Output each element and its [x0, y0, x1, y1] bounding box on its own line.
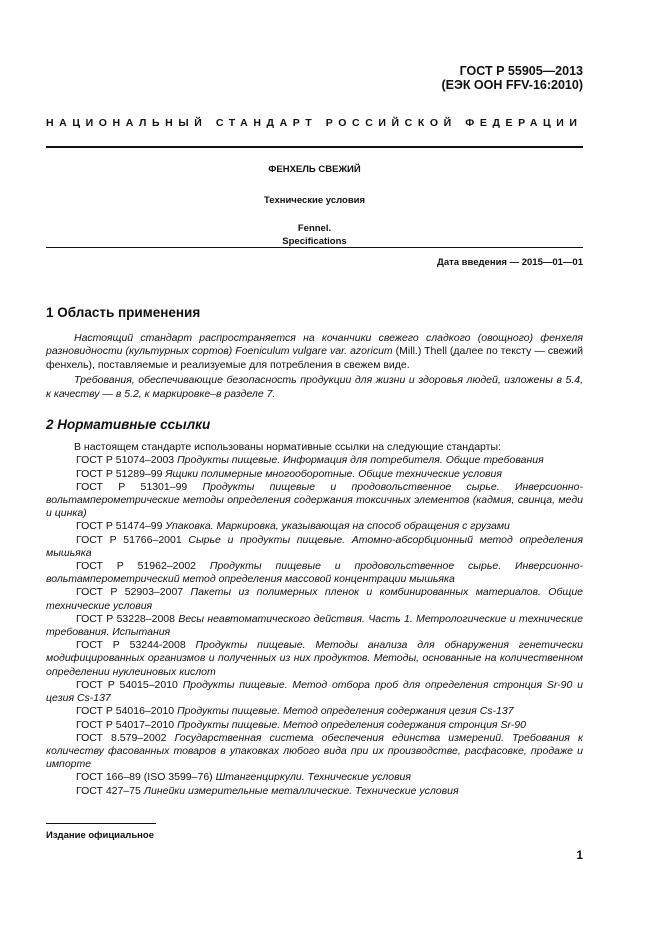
reference-code: ГОСТ Р 51474–99 — [76, 520, 163, 533]
reference-code: ГОСТ Р 53228–2008 — [76, 612, 175, 625]
scope-text-a: Настоящий стандарт распространяется на кочанчики свежего сладкого (овощного) фенхеля разновидности (культурных сортов) — [46, 332, 583, 358]
scope-paragraph-2: Требования, обеспечивающие безопасность продукции для жизни и здоровья людей, изложены в 5.4, к качеству — в 5.2, к маркировке–в разделе 7. — [46, 374, 583, 400]
reference-title: Продукты пищевые. Информация для потребителя. Общие требования — [174, 454, 544, 467]
standard-banner: НАЦИОНАЛЬНЫЙ СТАНДАРТ РОССИЙСКОЙ ФЕДЕРАЦИИ — [46, 117, 583, 129]
reference-item — [46, 560, 583, 586]
reference-title: Продукты пищевые и продовольственное сырье. Инверсионно-вольтамперометрические методы определения содержания токсичных элементов (кадмия, свинца, меди и цинка) — [46, 480, 583, 520]
page-number: 1 — [576, 848, 583, 862]
reference-item — [46, 679, 583, 705]
english-title — [46, 222, 583, 248]
reference-item — [46, 705, 583, 718]
reference-item — [46, 520, 583, 533]
reference-title: Пакеты из полимерных пленок и комбинированных материалов. Общие технические условия — [46, 586, 583, 612]
reference-item — [46, 586, 583, 612]
document-title: ФЕНХЕЛЬ СВЕЖИЙ — [268, 164, 361, 175]
title-divider — [46, 247, 583, 248]
reference-title: Продукты пищевые. Метод определения содержания стронция Sr-90 — [174, 718, 526, 731]
reference-item — [46, 639, 583, 679]
reference-item — [46, 785, 583, 798]
reference-title: Упаковка. Маркировка, указывающая на способ обращения с грузами — [162, 520, 510, 533]
reference-code: ГОСТ Р 51766–2001 — [76, 533, 182, 546]
reference-item — [46, 454, 583, 467]
reference-title: Ящики полимерные многооборотные. Общие технические условия — [162, 467, 502, 480]
reference-item — [46, 732, 583, 772]
reference-title: Сырье и продукты пищевые. Атомно-абсорбционный метод определения мышьяка — [46, 533, 583, 559]
reference-title: Продукты пищевые и продовольственное сырье. Инверсионно-вольтамперометрический метод определения массовой концентрации мышьяка — [46, 560, 583, 586]
reference-title: Государственная система обеспечения единства измерений. Требования к количеству фасованных товаров в упаковках любого вида при их производстве, расфасовке, продаже и импорте — [46, 731, 583, 771]
section-heading-scope: 1 Область применения — [46, 305, 201, 320]
references-list — [46, 454, 583, 797]
reference-code: ГОСТ 166–89 (ISO 3599–76) — [76, 771, 213, 784]
title-block — [46, 164, 583, 248]
introduction-date: Дата введения — 2015—01—01 — [437, 257, 583, 268]
reference-code: ГОСТ Р 53244-2008 — [76, 639, 186, 652]
reference-title: Штангенциркули. Технические условия — [212, 771, 412, 784]
reference-title: Продукты пищевые. Метод определения содержания цезия Cs-137 — [174, 705, 514, 718]
scope-paragraph-1 — [46, 332, 583, 372]
reference-code: ГОСТ Р 52903–2007 — [76, 586, 184, 599]
reference-code: ГОСТ 427–75 — [76, 784, 141, 797]
reference-title: Продукты пищевые. Методы анализа для обнаружения генетически модифицированных организмов и полученных из них продуктов. Методы, основанные на количественном определении нуклеиновых кислот — [46, 639, 583, 678]
references-intro: В настоящем стандарте использованы нормативные ссылки на следующие стандарты: — [74, 441, 501, 454]
reference-code: ГОСТ Р 51289–99 — [76, 467, 163, 480]
document-code-block — [441, 64, 583, 92]
reference-title: Продукты пищевые. Метод отбора проб для определения стронция Sr-90 и цезия Cs-137 — [46, 678, 583, 705]
edition-note: Издание официальное — [46, 830, 154, 841]
reference-code: ГОСТ Р 54015–2010 — [76, 678, 178, 691]
reference-title: Весы неавтоматического действия. Часть 1. Метрологические и технические требования. Испытания — [46, 612, 583, 639]
reference-code: ГОСТ Р 51962–2002 — [76, 560, 197, 573]
gost-number: ГОСТ Р 55905—2013 — [459, 64, 583, 78]
reference-code: ГОСТ Р 51074–2003 — [76, 454, 175, 467]
english-title-line2: Specifications — [282, 236, 347, 247]
scope-text-b: (Mill.) Thell (далее по тексту — свежий фенхель), поставляемые и реализуемые для потребления в свежем виде. — [46, 345, 584, 371]
reference-code: ГОСТ Р 54017–2010 — [76, 718, 175, 731]
english-title-line1: Fennel. — [297, 223, 332, 234]
reference-item — [46, 468, 583, 481]
footer-divider — [46, 823, 156, 824]
reference-code: ГОСТ Р 54016–2010 — [76, 705, 175, 718]
document-body — [46, 305, 583, 798]
reference-item — [46, 534, 583, 560]
unece-reference: (ЕЭК ООН FFV-16:2010) — [441, 78, 583, 92]
section-heading-references: 2 Нормативные ссылки — [46, 417, 211, 433]
latin-name: Foeniculum vulgare var. azoricum — [235, 345, 393, 358]
document-subtitle: Технические условия — [263, 195, 366, 206]
reference-item — [46, 719, 583, 732]
reference-item — [46, 613, 583, 639]
reference-item — [46, 481, 583, 521]
reference-code: ГОСТ 8.579–2002 — [76, 731, 167, 744]
top-divider — [46, 146, 583, 148]
reference-code: ГОСТ Р 51301–99 — [76, 480, 188, 493]
reference-item — [46, 771, 583, 784]
reference-title: Линейки измерительные металлические. Технические условия — [140, 784, 459, 797]
